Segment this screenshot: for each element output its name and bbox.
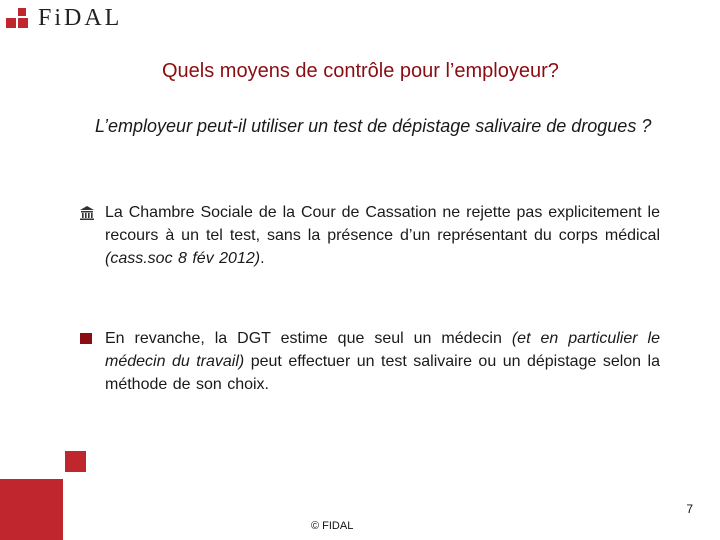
bullet-italic-text: (et en particulier le médecin du travail) <box>105 330 660 370</box>
building-icon <box>80 206 94 220</box>
bullet-text <box>105 327 660 396</box>
bullet-italic-text: (cass.soc 8 fév 2012) <box>105 250 261 267</box>
bullet-tail-text: . <box>260 250 265 267</box>
logo-squares-icon <box>6 6 36 32</box>
logo-text: FiDAL <box>38 5 123 31</box>
decorative-large-square <box>0 479 63 540</box>
square-bullet-icon <box>80 333 92 344</box>
slide-title: Quels moyens de contrôle pour l’employeur? <box>162 60 559 82</box>
bullet-main-text: La Chambre Sociale de la Cour de Cassation ne rejette pas explicitement le recours à un tel test, sans la présence d’un représentant du corps médical <box>105 204 660 244</box>
page-number: 7 <box>686 502 693 516</box>
bullet-tail-text: peut effectuer un test salivaire ou un dépistage selon la méthode de son choix. <box>105 353 661 393</box>
footer-copyright: © FIDAL <box>311 520 354 532</box>
bullet-text <box>105 201 660 270</box>
bullet-main-text: En revanche, la DGT estime que seul un médecin <box>105 330 512 347</box>
slide-subtitle: L’employeur peut-il utiliser un test de dépistage salivaire de drogues ? <box>95 116 652 136</box>
decorative-small-square <box>65 451 86 472</box>
